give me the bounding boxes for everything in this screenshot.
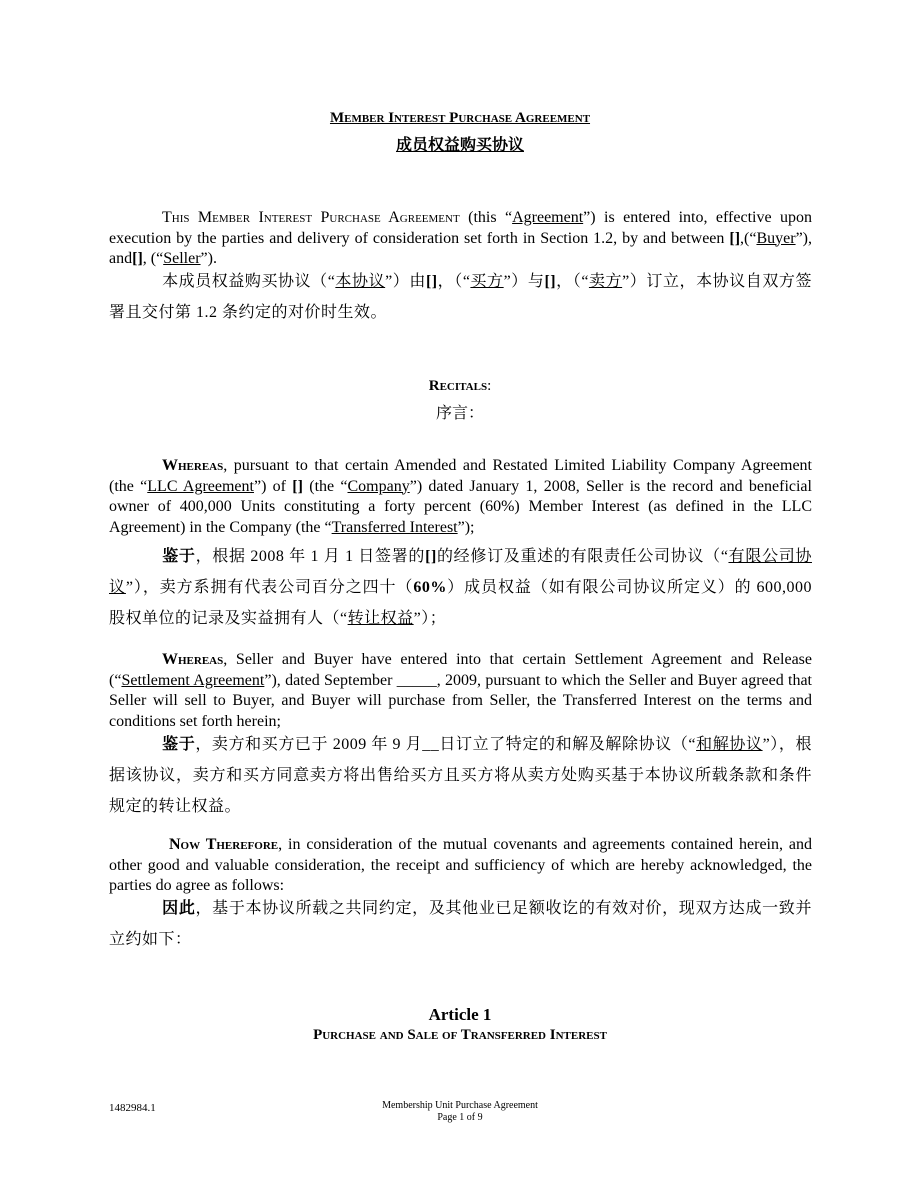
recitals-heading-zh: 序言： (435, 405, 484, 422)
defined-term-transferred-interest: Transferred Interest (331, 518, 458, 536)
whereas-2-paragraph-zh: 鉴于，卖方和买方已于 2009 年 9 月__日订立了特定的和解及解除协议（“和解协议”），根据该协议，卖方和买方同意卖方将出售给买方且买方将从卖方处购买基于本协议所载条款和条件规定的转让权益。 (109, 736, 812, 815)
defined-term-seller: Seller (163, 250, 201, 267)
blank-placeholder: [] (729, 229, 741, 247)
blank-placeholder: [] (544, 273, 557, 290)
now-therefore-paragraph-zh: 因此，基于本协议所载之共同约定，及其他业已足额收讫的有效对价，现双方达成一致并立约如下： (109, 900, 812, 948)
footer-doc-id: 1482984.1 (109, 1102, 156, 1114)
defined-term-settlement-agreement: Settlement Agreement (121, 671, 265, 689)
recitals-heading-en: Recitals: (428, 378, 492, 394)
defined-term-agreement-zh: 本协议 (335, 273, 386, 290)
blank-placeholder: [] (292, 477, 303, 495)
blank-placeholder: [] (425, 273, 438, 290)
blank-placeholder: [] (425, 548, 437, 565)
defined-term-buyer: Buyer (756, 229, 796, 247)
whereas-lead-zh: 鉴于 (162, 548, 196, 565)
intro-lead: This Member Interest Purchase Agreement (162, 209, 460, 226)
defined-term-company: Company (347, 477, 410, 495)
article-number: Article 1 (428, 1005, 492, 1024)
intro-paragraph-en: This Member Interest Purchase Agreement (this “Agreement”) is entered into, effective upon execution by the parties and delivery of consideration set forth in Section 1.2, by and between [],(“Buyer”), and[], (“Seller”). (109, 209, 813, 267)
now-therefore-lead-zh: 因此 (162, 900, 196, 917)
blank-placeholder: [] (132, 250, 143, 267)
footer-center (0, 1100, 920, 1124)
footer-page-number: Page 1 of 9 (437, 1112, 483, 1123)
defined-term-llc-agreement-zh: 有限公司协议 (109, 548, 812, 596)
defined-term-llc-agreement: LLC Agreement (147, 477, 254, 495)
whereas-lead-zh: 鉴于 (162, 736, 196, 753)
percentage-value: 60% (413, 579, 447, 596)
defined-term-agreement: Agreement (512, 209, 584, 226)
whereas-1-paragraph-zh: 鉴于，根据 2008 年 1 月 1 日签署的[]的经修订及重述的有限责任公司协议（“有限公司协议”），卖方系拥有代表公司百分之四十（60%）成员权益（如有限公司协议所定义）的 600,000 股权单位的记录及实益拥有人（“转让权益”）； (109, 548, 812, 627)
now-therefore-paragraph-en: Now Therefore, in consideration of the mutual covenants and agreements contained herein, and other good and valuable consideration, the receipt and sufficiency of which are hereby acknowledged, the parties do agree as follows: (109, 836, 812, 894)
whereas-lead: Whereas (162, 651, 224, 668)
document-title-en: Member Interest Purchase Agreement (329, 110, 591, 126)
article-title: Purchase and Sale of Transferred Interest (313, 1027, 607, 1043)
footer-doc-name: Membership Unit Purchase Agreement (382, 1100, 538, 1111)
document-title-zh: 成员权益购买协议 (395, 137, 524, 154)
defined-term-settlement-agreement-zh: 和解协议 (696, 736, 763, 753)
whereas-2-paragraph-en: Whereas, Seller and Buyer have entered into that certain Settlement Agreement and Release (“Settlement Agreement”), dated September _____, 2009, pursuant to which the Seller and Buyer agreed that Seller will sell to Buyer, and Buyer will purchase from Seller, the Transferred Interest on the terms and conditions set forth herein; (109, 651, 813, 730)
whereas-lead: Whereas (162, 457, 224, 474)
now-therefore-lead: Now Therefore (169, 836, 279, 853)
whereas-1-paragraph-en: Whereas, pursuant to that certain Amended and Restated Limited Liability Company Agreement (the “LLC Agreement”) of [] (the “Company”) dated January 1, 2008, Seller is the record and beneficial owner of 400,000 Units constituting a forty percent (60%) Member Interest (as defined in the LLC Agreement) in the Company (the “Transferred Interest”); (109, 457, 812, 536)
defined-term-seller-zh: 卖方 (588, 273, 623, 290)
intro-paragraph-zh: 本成员权益购买协议（“本协议”）由[]，（“买方”）与[]，（“卖方”）订立，本协议自双方签署且交付第 1.2 条约定的对价时生效。 (109, 273, 812, 321)
defined-term-transferred-interest-zh: 转让权益 (347, 610, 414, 627)
defined-term-buyer-zh: 买方 (470, 273, 504, 290)
